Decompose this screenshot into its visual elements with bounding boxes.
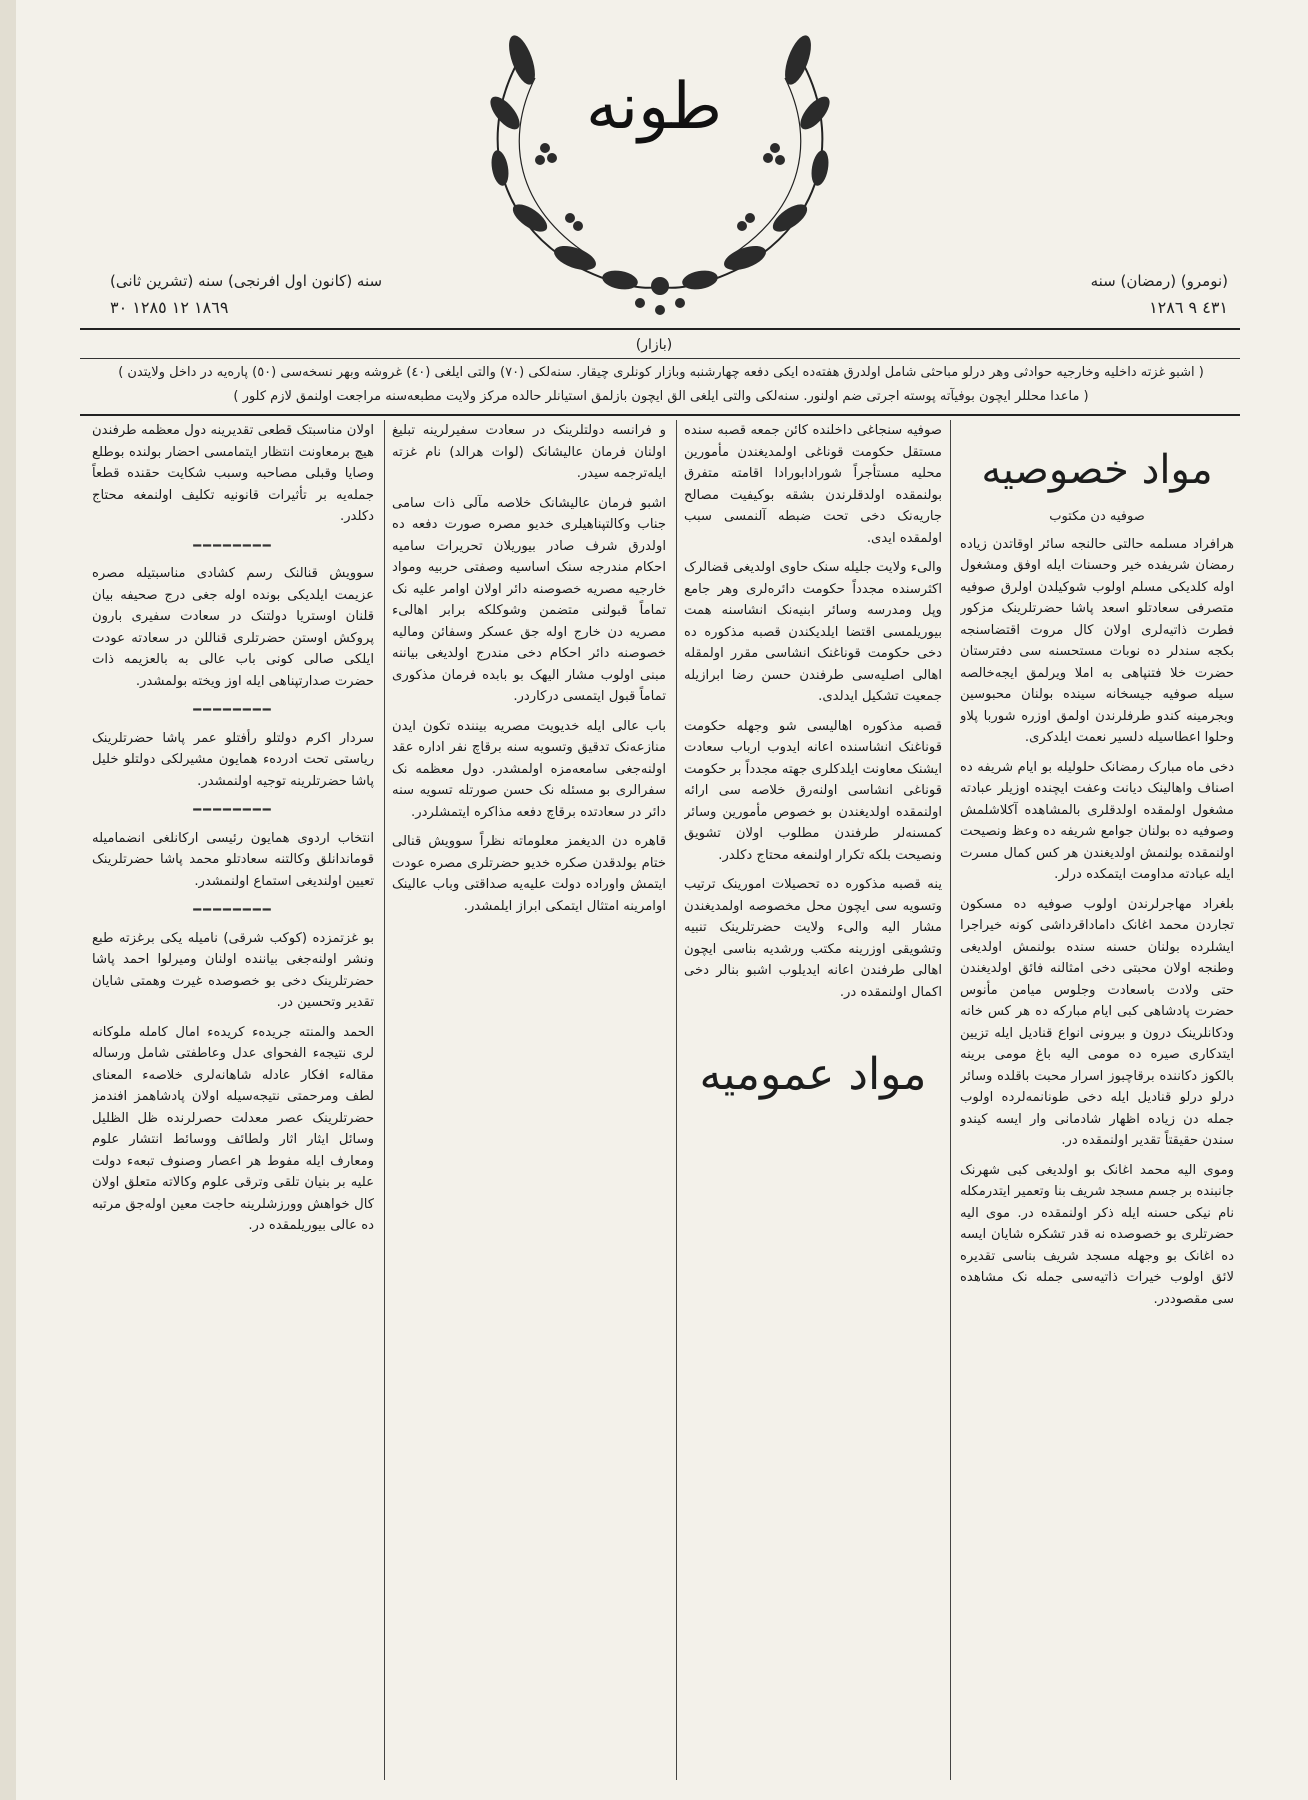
article-paragraph: اولان مناسبتک قطعی تقدیرینه دول معظمه طرفندن هیچ برمعاونت انتظار ایتمامسی احضار بولنده بوطلع وصایا وقبلی مصاحبه وسبب شکایت حقنده قطعاً جمله‌یه بر تأثیرات قانونیه تکلیف اولنمغه محتاج دکلدر. <box>92 423 374 524</box>
article-paragraph: باب عالی ایله خدیویت مصریه بیننده تکون ایدن منازعه‌نک تدقیق وتسویه سنه برقاچ نفر اداره عقد اولنه‌جغی سامعه‌مزه اولمشدر. دول معظمه نک سفرالری بو مسئله نک حسن صورتله تسویه سنه دائر در سعادتده برقاچ دفعه مذاکره ایتمشلردر. <box>392 718 666 820</box>
masthead <box>0 0 1308 420</box>
article-paragraph: قاهره دن الدیغمز معلوماته نظراً سوویش قنالی ختام بولدقدن صکره خدیو حضرتلری مصره عودت ایتمش واوراده دولت علیه‌یه صداقتی وباب عالینک اوامرینه امتثال ایتمکی ابراز ایلمشدر. <box>392 834 666 914</box>
column-divider <box>676 420 677 1780</box>
subscription-notice: ( اشبو غزته داخلیه وخارجیه حوادثی وهر درلو مباحثی شامل اولدرق هفته‌ده ایکی دفعه چهارشنبه وبازار کونلری چیقار. سنه‌لکی (٧٠) والتی ایلغی (٤٠) غروشه وبهر نسخه‌سی (٥٠) پاره‌یه در داخل ولایتدن ) <box>118 365 1204 380</box>
weekday-label: (بازار) <box>635 337 673 353</box>
hijri-date-values: ٤٣١ ٩ ١٢٨٦ <box>1149 298 1228 317</box>
article-paragraph: بو غزتمزده (کوکب شرقی) نامیله یکی برغزته طبع ونشر اولنه‌جغی بیاننده اولنان ومیرلوا احمد پاشا حضرتلرینک دخی بو خصوصده غیرت وهمتی شایان تقدیر وتحسین در. <box>92 930 374 1010</box>
column-divider <box>384 420 385 1780</box>
hijri-date-labels: (نومرو) (رمضان) سنه <box>1090 272 1228 290</box>
article-paragraph: وموی الیه محمد اغانک بو اولدیغی کبی شهرنک جانبنده بر جسم مسجد شریف بنا وتعمیر ایتدرمکله نام نیکی حسنه ایله ذکر اولنمقده در. موی الیه حضرتلری بو خصوصده نه قدر تشکره شایان ایسه ده اغانک بو وجهله مسجد شریف بناسی تقدیره لائق اولوب خیرات ذاتیه‌سی جمله نک مشاهده سی مقصوددر. <box>960 1162 1234 1307</box>
article-paragraph: انتخاب اردوی همایون رئیسی ارکانلغی انضمامیله قوماندانلق وکالتنه سعادتلو محمد پاشا حضرتلرینک تعیین اولندیغی استماع اولنمشدر. <box>92 830 374 889</box>
general-news-heading: مواد عمومیه <box>699 1049 927 1100</box>
article-paragraph: دخی ماه مبارک رمضانک حلولیله بو ایام شریفه ده اصناف واهالینک دیانت وعفت ایچنده اوزیلر عبادته مشغول اولمقده اولدقلری بالمشاهده آکلاشلمش وصوفیه ده بولنان جوامع شریفه ده وعظ ونصیحت اولنمقده بولنمش اولدیغندن هر کس کمال مسرت ایله عبادته مداومت ایتمکده درلر. <box>960 759 1234 882</box>
article-paragraph: هرافراد مسلمه حالتی حالنجه سائر اوقاتدن زیاده رمضان شریفده خیر وحسنات ایله اوفق ومشغول اوله کلدیکی مسلم اولوب شوکیلدن اولرق صوفیه متصرفی سعادتلو اسعد پاشا حضرتلرینک مزکور فطرت ذاتیه‌لری اولان کال مروت اقتضاسنجه بکجه سندلر ده نوبات مستحسنه سی دفترستان حضرت خلا فتنپاهی به املا ویرلمق ایجه‌خالصه سیله صوفیه جیسخانه سینده بولنان محبوسین وبجرمینه کندو طرفلرندن اولمق اوزره شوربا پلاو وحلوا اعطاسیله دلسیر نعمت ایلدکری. <box>960 536 1234 745</box>
column-3 <box>392 420 666 1780</box>
separator: ━━━━━━━━ <box>193 538 273 554</box>
gregorian-date-labels: سنه (كانون اول افرنجی) سنه (تشرین ثانی) <box>110 272 383 290</box>
column-1 <box>960 420 1234 1780</box>
article-paragraph: والی‌ء ولایت جلیله سنک حاوی اولدیغی قضالرک اکثرسنده مجدداً حکومت دائره‌لری وهر جامع وپل ومدرسه وسائر ابنیه‌نک انشاسنه همت بیوریلمسی اقتضا ایلدیکندن قصبه مذکوره ده دخی حکومت قوناغنک انشاسی مقرر اولمقله اهالی اصلیه‌سی طرفندن حسن رضا ابرازیله جمعیت تشکیل ایدلدی. <box>684 560 942 704</box>
top-rule <box>80 328 1240 330</box>
separator: ━━━━━━━━ <box>193 903 273 918</box>
article-paragraph: بلغراد مهاجرلرندن اولوب صوفیه ده مسکون تجاردن محمد اغانک داماداقرداشی کونه خیراجرا ایشلرده بولنان حسنه سنده بولنمش اولدیغی وطنجه اولان محبتی دخی امثالنه فائق اولدیغندن حتی ولادت باسعادت وجلوس میامن مأنوس حضرت پادشاهی کبی ایام مبارکه ده هر کس خانه ودکانلرینک درون و بیرونی انواع قنادیل ایله تزیین ایتدکاری صیره ده مومی الیه باغ مومی برینه بالکوز دکاننده برقاچبوز اسرار محبت باقلده وسائر درلو درلو قنادیل ایله دخی طونانمه‌لرده اولوب جمله دن زیاده اظهار شادمانی وار ایسه کیندو سندن حقیقتاً تقدیر اولنمقده در. <box>960 896 1234 1148</box>
article-paragraph: الحمد والمنته جریده‌ء کریده‌ء امال کامله ملوکانه لری نتیجه‌ء الفحوای عدل وعاطفتی شامل ورساله مقاله‌ء افکار عادله شاهانه‌لری خلاصه‌ء المعنای لطف ومرحمتی نتیجه‌سیله اولان پادشاهمز افندمز حضرتلرینک عصر معدلت حصرلرنده ظل الظلیل وسائل ایثار اثار ولطائف ووسائط انتشار علوم ومعارف ایله مفوط هر اعصار وصنوف تبعه‌ء دولت علیه بر بنیان تلقی وترقی علوم وکالاته متعلق اولان کال خواهش وورزشلرینه حاجت معین اوله‌جق مرتبه ده عالی بیوریلمقده در. <box>92 1024 374 1233</box>
article-paragraph: ینه قصبه مذکوره ده تحصیلات امورینک ترتیب وتسویه سی ایچون محل مخصوصه اولمدیغندن مشار الیه والی‌ء ولایت حضرتلرینک تنبیه وتشویقی اوزرینه مکتب ورشدیه بناسی ایچون اهالی طرفندن اعانه ایدیلوب اشبو بنالر دخی اکمال اولنمقده در. <box>684 877 942 1000</box>
article-paragraph: قصبه مذکوره اهالیسی شو وجهله حکومت قوناغنک انشاسنده اعانه ایدوب ارباب سعادت ایشنک معاونت ایلدکلری جهته مجدداً بر حکومت قوناغی انشاسی اولنه‌رق خلاصه سی ارائه اولنمقده اولدیغندن بو خصوص مأمورین وسائر کمسنه‌لر طرفندن مطلوب اولان تشویق ونصیحت بلکه تکرار اولنمغه محتاج دکلدر. <box>684 718 942 863</box>
delivery-notice: ( ماعدا محللر ایچون بوفیآته پوسته اجرتی ضم اولنور. سنه‌لکی والتی ایلغی الق ایچون بازلمق استیانلر حالده مرکز ولایت مطبعه‌سنه مراجعت اولنمق لازم کلور ) <box>233 389 1089 404</box>
column-2 <box>684 420 942 1780</box>
gregorian-date-values: ١٨٦٩ ١٢ ١٢٨٥ ٣٠ <box>110 298 229 317</box>
article-paragraph: صوفیه سنجاغی داخلنده کائن جمعه قصبه سنده مستقل حکومت قوناغی اولمدیغندن مأمورین محلیه مستأجراً شورادابورادا اقامته متفرق بولنمقده اولدقلرندن بشقه بوکیفیت مصالح جاریه‌نک دخی تحت ضبطه آلنمسی سبب اولمقده ایدی. <box>684 423 942 546</box>
article-paragraph: سردار اکرم دولتلو رأفتلو عمر پاشا حضرتلرینک ریاستی تحت ادرده‌ء همایون مشیرلکی دولتلو خلیل پاشا حضرتلرینه توجیه اولنمشدر. <box>92 730 374 789</box>
article-paragraph: و فرانسه دولتلرینک در سعادت سفیرلرینه تبلیغ اولنان فرمان عالیشانک (لوات هرالد) نام غزته ایله‌ترجمه سیدر. <box>392 423 666 481</box>
article-paragraph: اشبو فرمان عالیشانک خلاصه مآلی ذات سامی جناب وکالتپناهیلری خدیو مصره صورت دفعه ده اولدرق شرف صادر بیوریلان تحریرات سامیه احکام مندرجه سنک اساسیه وصفتی حربیه ومواد خارجیه مصریه خصوصنه دائر اولان اوامر علیه نک تماماً قبولنی متضمن وشوکلکه برابر اهالیء مصریه دن خارج اوله جق عسکر وسفائن ومالیه خصوصنه دائر احکام دخی مندرج اولدیغی بیاننه مبنی اولوب مشار الیهک بو بابده فرمان مذکوری تماماً قبول ایتمسی درکاردر. <box>392 495 666 704</box>
wreath-ornament <box>460 18 860 328</box>
sofia-letter-subheading: صوفیه دن مکتوب <box>1049 509 1145 524</box>
special-news-heading: مواد خصوصیه <box>981 447 1213 493</box>
separator: ━━━━━━━━ <box>193 803 273 818</box>
article-paragraph: سوویش قنالنک رسم کشادی مناسبتیله مصره عزیمت ایلدیکی بونده اوله جغی درج صحیفه بیان قلنان اوستریا دولتنک در سعادت سفیری بارون پروکش اوستن حضرتلری قناللن در سعادته عودت ایلکی صالی کونی باب عالی به بالعزیمه ذات حضرت صدارتپناهی ایله اوز ویخته بولمشدر. <box>92 566 374 689</box>
separator: ━━━━━━━━ <box>193 703 273 718</box>
column-4 <box>92 420 374 1780</box>
column-divider <box>950 420 951 1780</box>
notice-rule-top <box>80 358 1240 359</box>
notice-rule-bottom <box>80 414 1240 416</box>
newspaper-title: طونه <box>585 70 723 144</box>
